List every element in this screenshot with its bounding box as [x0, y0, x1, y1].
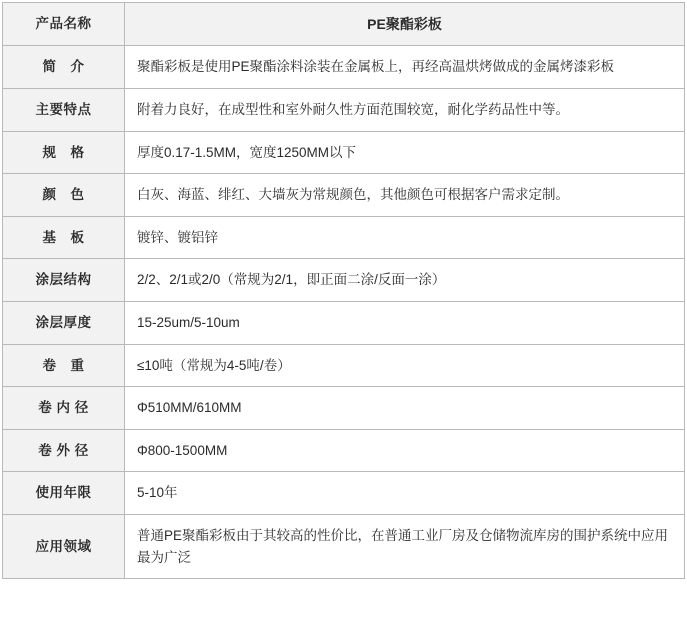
- row-label-coating-structure: 涂层结构: [3, 259, 125, 302]
- table-row: [3, 429, 685, 472]
- table-header-label: 产品名称: [3, 3, 125, 46]
- row-label-color: 颜 色: [3, 174, 125, 217]
- table-row: [3, 174, 685, 217]
- row-label-coil-weight: 卷 重: [3, 344, 125, 387]
- row-label-specification: 规 格: [3, 131, 125, 174]
- table-row: [3, 472, 685, 515]
- row-label-application: 应用领域: [3, 514, 125, 578]
- row-value-color: 白灰、海蓝、绯红、大墙灰为常规颜色，其他颜色可根据客户需求定制。: [125, 174, 685, 217]
- row-value-inner-diameter: Φ510MM/610MM: [125, 387, 685, 430]
- row-value-features: 附着力良好，在成型性和室外耐久性方面范围较宽，耐化学药品性中等。: [125, 88, 685, 131]
- table-row: [3, 344, 685, 387]
- table-row: [3, 387, 685, 430]
- row-label-intro: 简 介: [3, 46, 125, 89]
- row-value-outer-diameter: Φ800-1500MM: [125, 429, 685, 472]
- table-row: [3, 514, 685, 578]
- table-row: [3, 259, 685, 302]
- table-row: [3, 88, 685, 131]
- table-row: [3, 216, 685, 259]
- table-header-row: [3, 3, 685, 46]
- table-row: [3, 131, 685, 174]
- row-label-inner-diameter: 卷 内 径: [3, 387, 125, 430]
- row-label-features: 主要特点: [3, 88, 125, 131]
- table-header-value: PE聚酯彩板: [125, 3, 685, 46]
- row-value-specification: 厚度0.17-1.5MM，宽度1250MM以下: [125, 131, 685, 174]
- table-row: [3, 46, 685, 89]
- row-value-coating-structure: 2/2、2/1或2/0（常规为2/1，即正面二涂/反面一涂）: [125, 259, 685, 302]
- row-label-coating-thickness: 涂层厚度: [3, 301, 125, 344]
- row-value-application: 普通PE聚酯彩板由于其较高的性价比，在普通工业厂房及仓储物流库房的围护系统中应用最为广泛: [125, 514, 685, 578]
- row-value-substrate: 镀锌、镀铝锌: [125, 216, 685, 259]
- row-label-service-life: 使用年限: [3, 472, 125, 515]
- row-value-intro: 聚酯彩板是使用PE聚酯涂料涂装在金属板上，再经高温烘烤做成的金属烤漆彩板: [125, 46, 685, 89]
- row-value-service-life: 5-10年: [125, 472, 685, 515]
- table-row: [3, 301, 685, 344]
- row-label-substrate: 基 板: [3, 216, 125, 259]
- row-value-coating-thickness: 15-25um/5-10um: [125, 301, 685, 344]
- product-spec-table: [2, 2, 685, 579]
- row-value-coil-weight: ≤10吨（常规为4-5吨/卷）: [125, 344, 685, 387]
- row-label-outer-diameter: 卷 外 径: [3, 429, 125, 472]
